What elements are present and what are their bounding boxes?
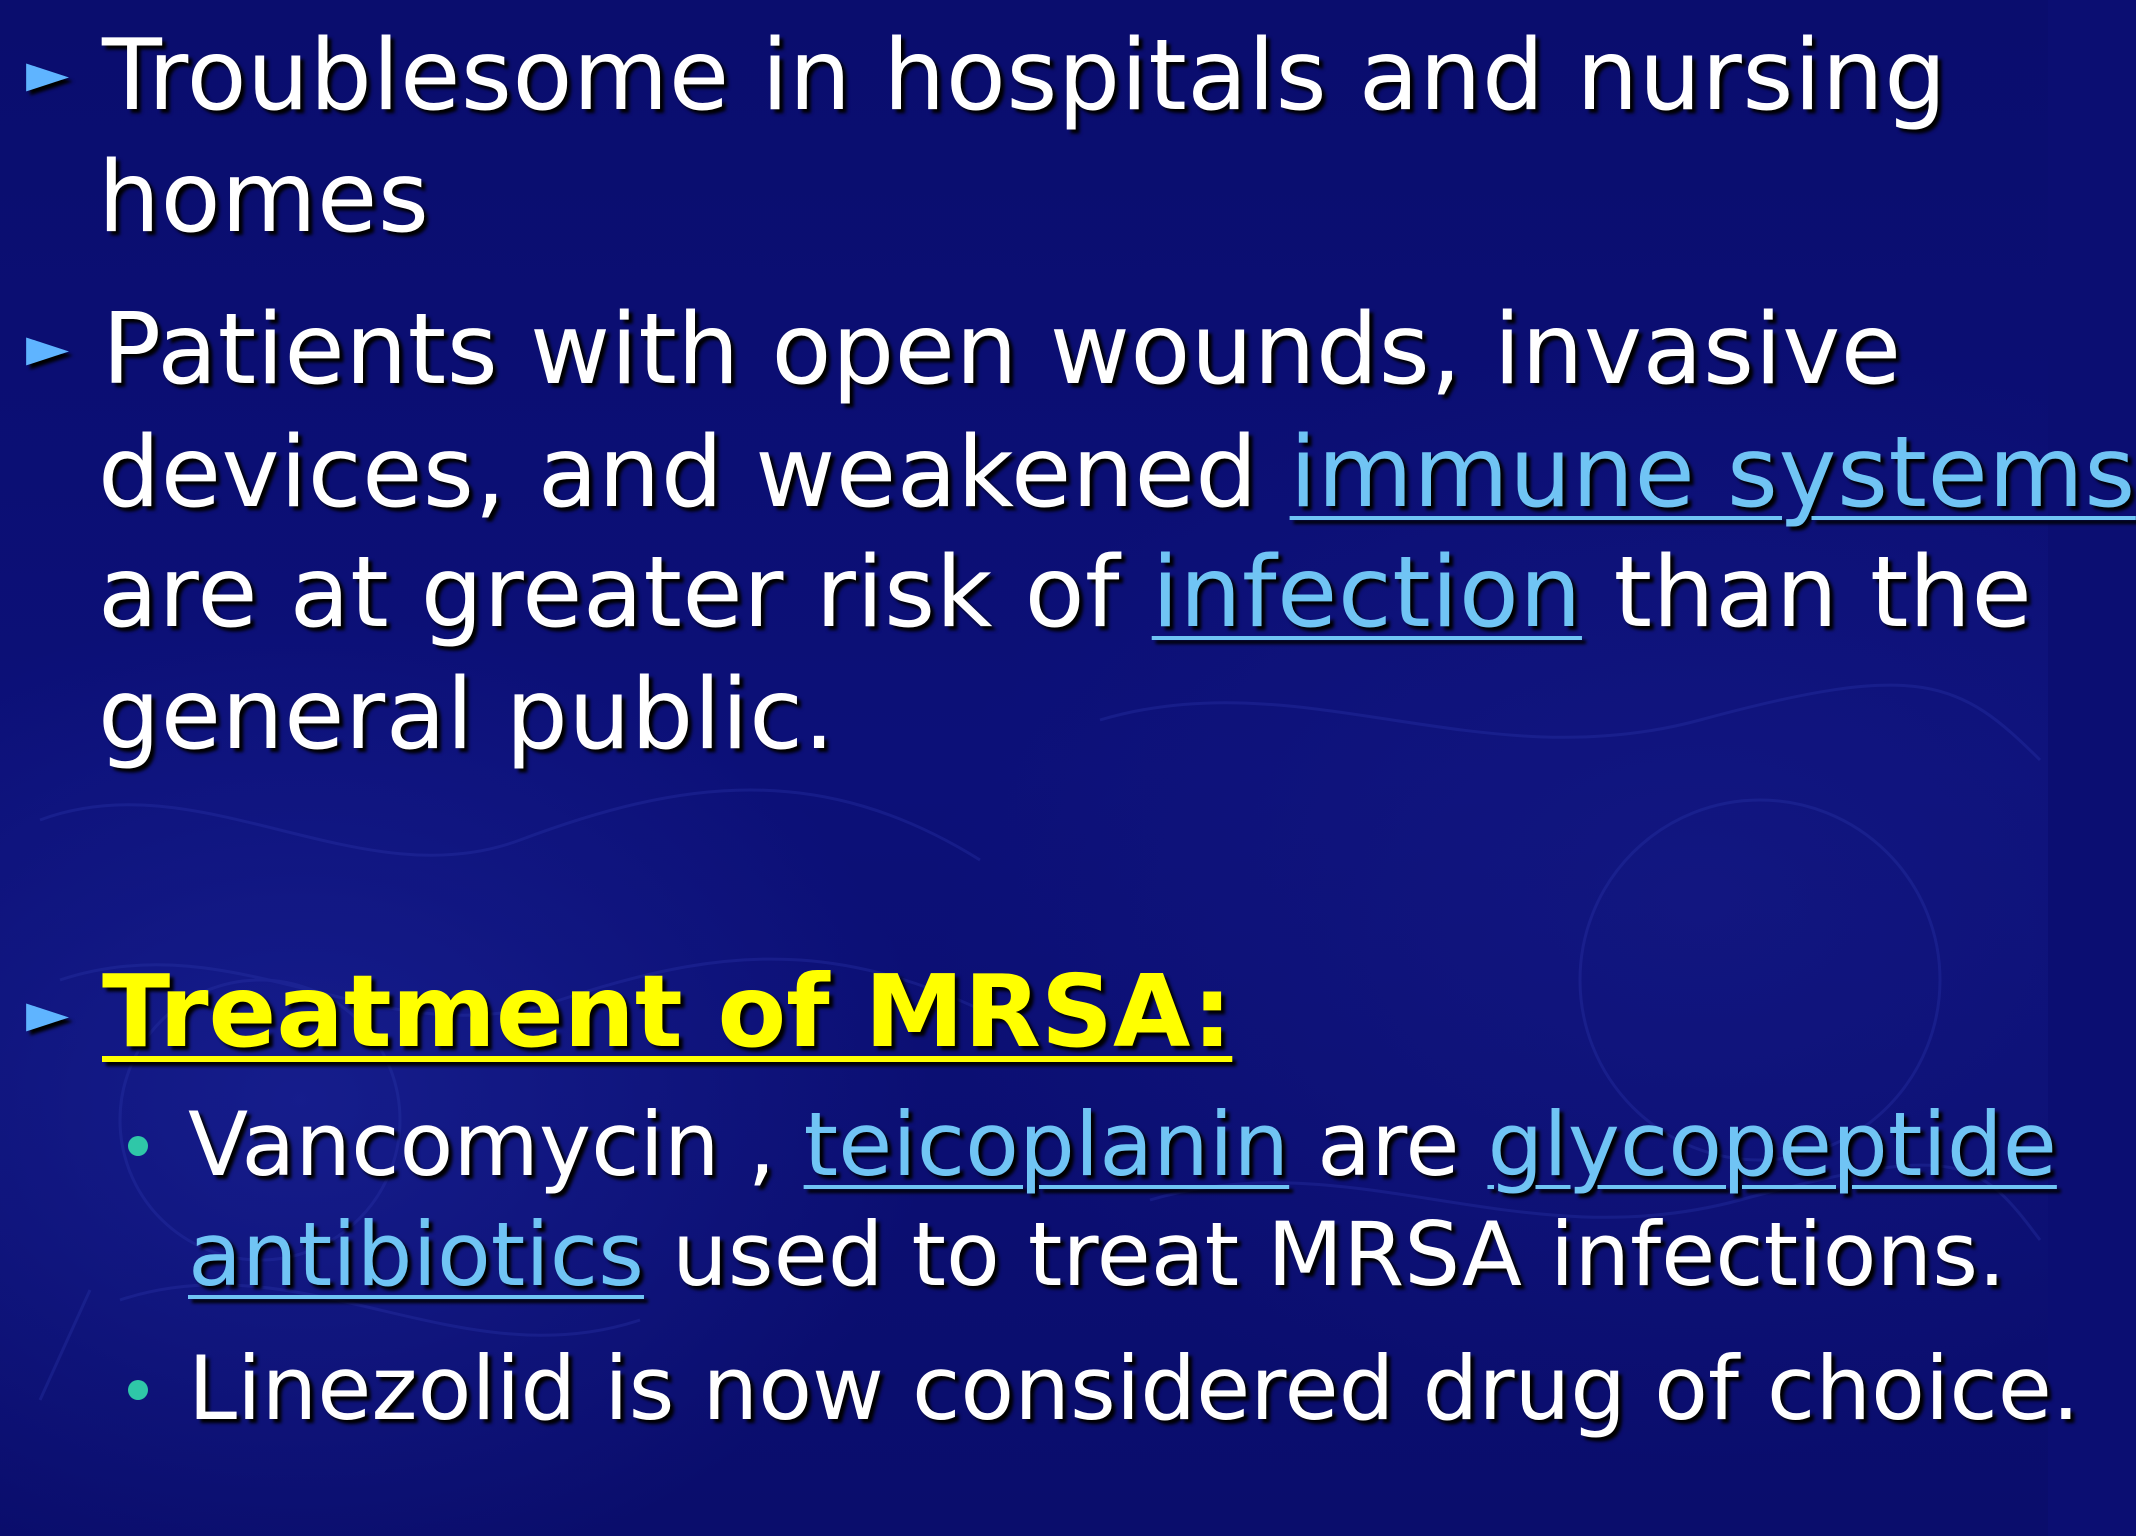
- bullet-2-text: are at greater risk of: [98, 536, 1152, 650]
- bullet-arrow-icon: ►: [26, 315, 70, 380]
- bullet-1-line-1: Troublesome in hospitals and nursing: [102, 19, 1947, 133]
- bullet-2-text: than the: [1581, 536, 2033, 650]
- bullet-2-line-2: [98, 413, 2136, 533]
- sub-bullet-dot-icon: [128, 1136, 148, 1156]
- sub-bullet-text: used to treat MRSA infections.: [643, 1203, 2007, 1306]
- antibiotics-link[interactable]: antibiotics: [188, 1203, 644, 1306]
- bullet-2-line-4: general public.: [98, 658, 836, 772]
- sub-bullet-dot-icon: [128, 1380, 148, 1400]
- sub-bullet-2: Linezolid is now considered drug of choice.: [188, 1337, 2080, 1440]
- treatment-heading: Treatment of MRSA:: [102, 953, 1233, 1070]
- teicoplanin-link[interactable]: teicoplanin: [803, 1093, 1290, 1196]
- bullet-2-text: devices, and weakened: [98, 416, 1290, 530]
- immune-systems-link[interactable]: immune systems: [1289, 416, 2136, 530]
- sub-bullet-1-line-1: [188, 1090, 2057, 1200]
- bullet-2-line-3: [98, 533, 2032, 653]
- sub-bullet-1-line-2: [188, 1200, 2006, 1310]
- sub-bullet-text: Vancomycin ,: [188, 1093, 804, 1196]
- infection-link[interactable]: infection: [1151, 536, 1582, 650]
- sub-bullet-text: are: [1289, 1093, 1488, 1196]
- bullet-arrow-icon: ►: [26, 41, 70, 106]
- bullet-arrow-icon: ►: [26, 981, 70, 1046]
- glycopeptide-link[interactable]: glycopeptide: [1487, 1093, 2057, 1196]
- bullet-1-line-2: homes: [98, 141, 430, 255]
- bullet-2-line-1: Patients with open wounds, invasive: [102, 293, 1902, 407]
